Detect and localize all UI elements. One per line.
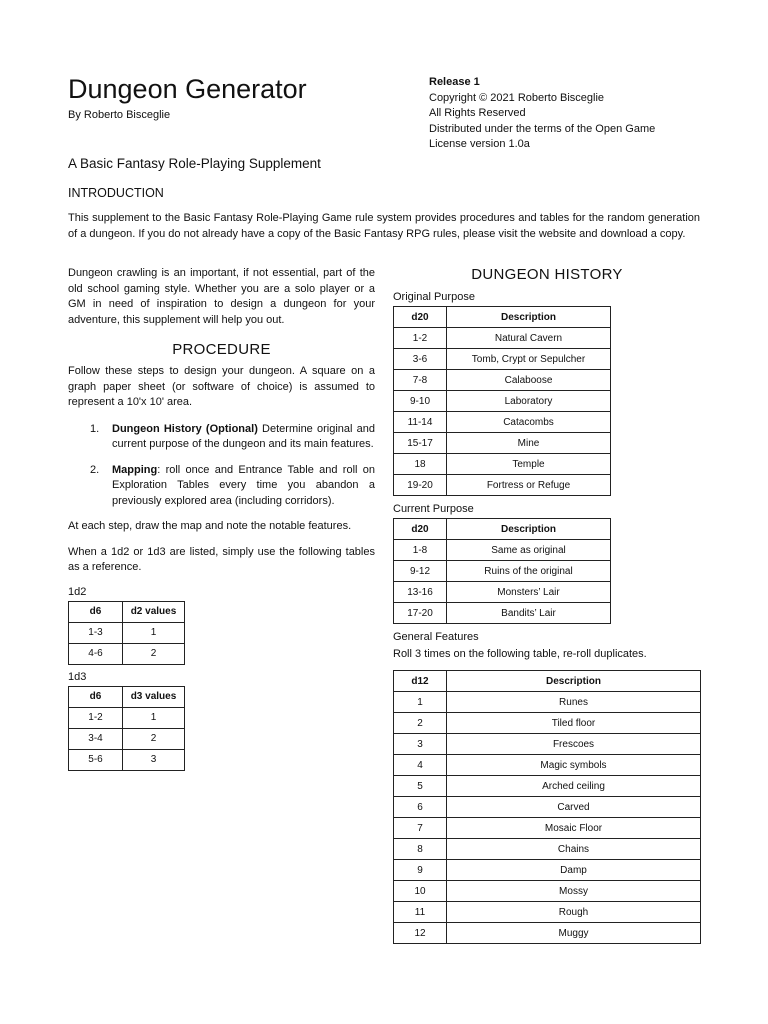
table-row — [394, 818, 701, 839]
table-header-cell: d20 — [394, 519, 447, 540]
table-cell: 3 — [394, 734, 447, 755]
table-cell: Magic symbols — [447, 755, 701, 776]
table-cell: 5 — [394, 776, 447, 797]
general-features-table — [393, 670, 701, 944]
table-cell: 11 — [394, 902, 447, 923]
table-cell: 5-6 — [69, 749, 123, 770]
table-cell: 2 — [123, 728, 185, 749]
history-heading: DUNGEON HISTORY — [471, 266, 623, 283]
left-column — [68, 266, 375, 771]
table-row — [394, 582, 611, 603]
d2-table — [68, 601, 185, 665]
original-purpose-table — [393, 306, 611, 496]
table-header-cell: d6 — [69, 686, 123, 707]
table-cell: 2 — [394, 713, 447, 734]
document-title: Dungeon Generator — [68, 74, 307, 104]
table-row — [394, 881, 701, 902]
table-row — [394, 713, 701, 734]
table-caption: 1d2 — [68, 585, 87, 598]
d3-table — [68, 686, 185, 771]
table-row — [69, 728, 185, 749]
current-purpose-table — [393, 518, 611, 624]
table-cell: 6 — [394, 797, 447, 818]
table-row — [69, 707, 185, 728]
table-cell: 18 — [394, 454, 447, 475]
table-cell: 17-20 — [394, 603, 447, 624]
table-cell: 13-16 — [394, 582, 447, 603]
table-cell: 3 — [123, 749, 185, 770]
table-cell: 1-8 — [394, 540, 447, 561]
procedure-step — [68, 463, 375, 510]
table-cell: Natural Cavern — [447, 328, 611, 349]
table-row — [69, 622, 185, 643]
procedure-note: When a 1d2 or 1d3 are listed, simply use the following tables as a reference. — [68, 545, 375, 573]
table-row — [394, 328, 611, 349]
table-row — [394, 370, 611, 391]
table-row — [394, 391, 611, 412]
intro-paragraph: Dungeon crawling is an important, if not essential, part of the old school gaming style. Whether you are a solo player or a GM in need of inspiration to design a dungeon for your adventure, this supplement will help you out. — [68, 267, 375, 326]
table-cell: 3-6 — [394, 349, 447, 370]
table-row — [394, 902, 701, 923]
table-row — [394, 692, 701, 713]
step-body — [112, 422, 375, 453]
license-line: Distributed under the terms of the Open Game — [429, 122, 656, 135]
table-cell: Same as original — [447, 540, 611, 561]
table-row — [394, 839, 701, 860]
table-cell: Laboratory — [447, 391, 611, 412]
table-row — [394, 603, 611, 624]
table-row — [394, 561, 611, 582]
table-row — [394, 860, 701, 881]
step-text: : roll once and Entrance Table and roll on Exploration Tables every time you abandon a previously explored area (including corridors). — [112, 463, 375, 507]
table-cell: 3-4 — [69, 728, 123, 749]
table-caption: 1d3 — [68, 670, 87, 683]
table-cell: 1 — [123, 707, 185, 728]
step-number: 2. — [90, 463, 100, 476]
table-caption: Original Purpose — [393, 291, 475, 303]
table-cell: 9 — [394, 860, 447, 881]
table-row — [69, 643, 185, 664]
table-cell: 12 — [394, 923, 447, 944]
table-row — [394, 797, 701, 818]
table-cell: Bandits’ Lair — [447, 603, 611, 624]
table-cell: Temple — [447, 454, 611, 475]
table-cell: Mossy — [447, 881, 701, 902]
release-block — [429, 75, 655, 153]
table-cell: 1-3 — [69, 622, 123, 643]
table-cell: 1-2 — [69, 707, 123, 728]
table-cell: Calaboose — [447, 370, 611, 391]
table-cell: 9-12 — [394, 561, 447, 582]
table-cell: 8 — [394, 839, 447, 860]
copyright-line: Copyright © 2021 Roberto Bisceglie — [429, 91, 605, 104]
table-caption: Current Purpose — [393, 503, 474, 515]
table-cell: 2 — [123, 643, 185, 664]
table-header-row — [69, 601, 185, 622]
step-body — [112, 463, 375, 510]
table-header-cell: Description — [447, 519, 611, 540]
table-cell: Mosaic Floor — [447, 818, 701, 839]
table-row — [394, 433, 611, 454]
table-cell: Tiled floor — [447, 713, 701, 734]
procedure-intro: Follow these steps to design your dungeon. A square on a graph paper sheet (or software of choice) is assumed to represent a 10'x 10' area. — [68, 365, 375, 408]
table-cell: Frescoes — [447, 734, 701, 755]
table-cell: 1-2 — [394, 328, 447, 349]
table-header-cell: d12 — [394, 671, 447, 692]
table-header-cell: Description — [447, 671, 701, 692]
table-cell: Tomb, Crypt or Sepulcher — [447, 349, 611, 370]
rights-line: All Rights Reserved — [429, 107, 526, 119]
table-cell: 9-10 — [394, 391, 447, 412]
step-lead: Mapping — [112, 463, 158, 476]
procedure-heading: PROCEDURE — [172, 341, 271, 358]
table-cell: Ruins of the original — [447, 561, 611, 582]
table-row — [394, 349, 611, 370]
table-cell: 15-17 — [394, 433, 447, 454]
table-note: Roll 3 times on the following table, re-roll duplicates. — [393, 648, 647, 660]
table-header-cell: d6 — [69, 601, 123, 622]
table-row — [394, 454, 611, 475]
table-row — [394, 540, 611, 561]
table-cell: Damp — [447, 860, 701, 881]
table-cell: Carved — [447, 797, 701, 818]
table-header-cell: d20 — [394, 307, 447, 328]
table-header-cell: d3 values — [123, 686, 185, 707]
table-cell: Catacombs — [447, 412, 611, 433]
table-cell: 1 — [123, 622, 185, 643]
table-header-row — [394, 671, 701, 692]
table-cell: Rough — [447, 902, 701, 923]
procedure-step — [68, 422, 375, 453]
table-cell: Muggy — [447, 923, 701, 944]
table-cell: 7 — [394, 818, 447, 839]
table-caption: General Features — [393, 631, 479, 643]
table-row — [394, 776, 701, 797]
table-cell: Monsters’ Lair — [447, 582, 611, 603]
table-cell: 11-14 — [394, 412, 447, 433]
table-cell: Mine — [447, 433, 611, 454]
table-row — [69, 749, 185, 770]
author-line: By Roberto Bisceglie — [68, 109, 171, 121]
table-cell: Fortress or Refuge — [447, 475, 611, 496]
intro-paragraph: This supplement to the Basic Fantasy Role-Playing Game rule system provides procedures and tables for the random generation of a dungeon. If you do not already have a copy of the Basic Fantasy RPG rules, please visit the website and download a copy. — [68, 212, 700, 240]
table-cell: Runes — [447, 692, 701, 713]
table-cell: 4 — [394, 755, 447, 776]
step-text: Determine original and current purpose of the dungeon and its main features. — [112, 422, 375, 450]
release-label: Release 1 — [429, 76, 480, 88]
table-header-row — [394, 307, 611, 328]
table-row — [394, 475, 611, 496]
table-row — [394, 734, 701, 755]
table-header-cell: d2 values — [123, 601, 185, 622]
table-cell: Arched ceiling — [447, 776, 701, 797]
table-header-row — [69, 686, 185, 707]
table-row — [394, 923, 701, 944]
right-column — [393, 266, 701, 944]
table-header-row — [394, 519, 611, 540]
table-header-cell: Description — [447, 307, 611, 328]
table-cell: Chains — [447, 839, 701, 860]
table-cell: 7-8 — [394, 370, 447, 391]
step-number: 1. — [90, 422, 100, 435]
table-row — [394, 412, 611, 433]
procedure-note: At each step, draw the map and note the notable features. — [68, 520, 352, 532]
table-cell: 10 — [394, 881, 447, 902]
procedure-steps — [68, 422, 375, 510]
table-row — [394, 755, 701, 776]
step-lead: Dungeon History (Optional) — [112, 422, 258, 435]
introduction-heading: INTRODUCTION — [68, 186, 164, 200]
table-cell: 4-6 — [69, 643, 123, 664]
subtitle: A Basic Fantasy Role-Playing Supplement — [68, 156, 321, 171]
license-line: License version 1.0a — [429, 138, 530, 150]
table-cell: 1 — [394, 692, 447, 713]
table-cell: 19-20 — [394, 475, 447, 496]
